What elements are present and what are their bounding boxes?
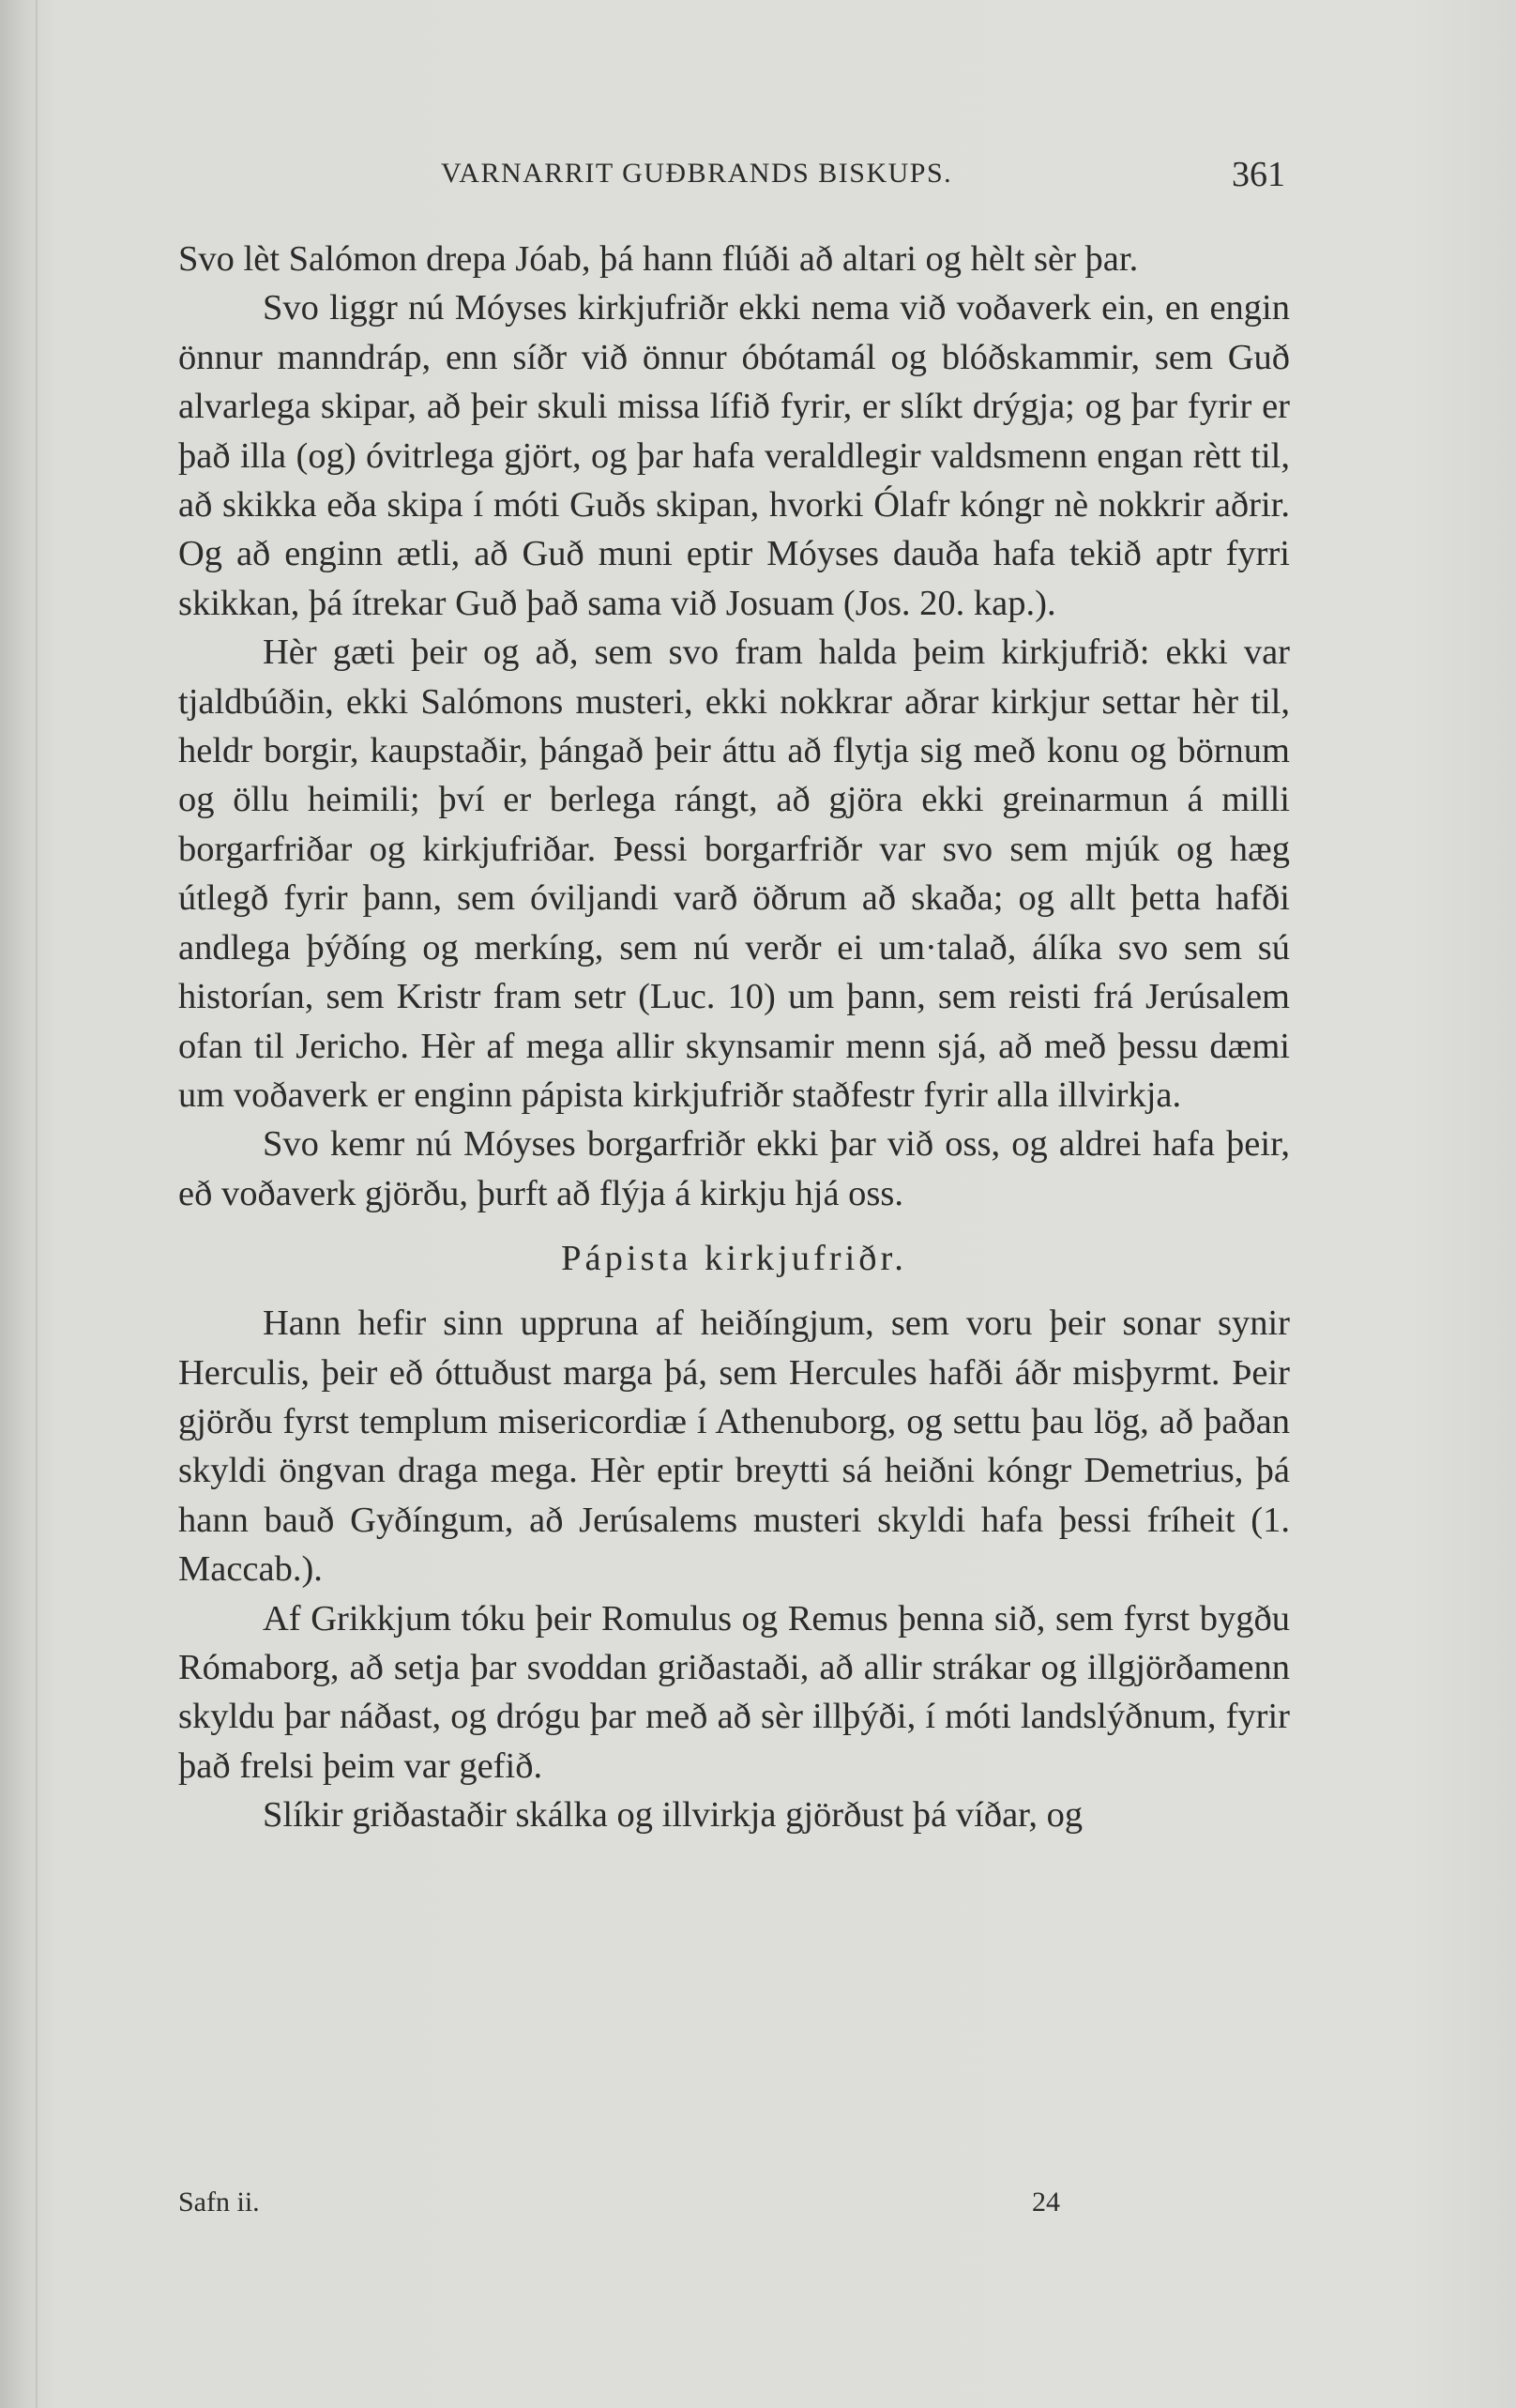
paragraph-2: Svo liggr nú Móyses kirkjufriðr ekki nema við voðaverk ein, en engin önnur manndráp, enn síðr við önnur óbótamál og blóðskammir, sem Guð alvarlega skipar, að þeir skuli missa lífið fyrir, er slíkt drýgja; og þar fyrir er það illa (og) óvitrlega gjört, og þar hafa veraldlegir valdsmenn engan rètt til, að skikka eða skipa í móti Guðs skipan, hvorki Ólafr kóngr nè nokkrir aðrir. Og að enginn ætli, að Guð muni eptir Móyses dauða hafa tekið aptr fyrri skikkan, þá ítrekar Guð það sama við Josuam (Jos. 20. kap.). <box>178 288 1290 623</box>
binding-gutter <box>36 0 38 2408</box>
running-head: VARNARRIT GUÐBRANDS BISKUPS. <box>441 158 953 189</box>
paragraph-1: Svo lèt Salómon drepa Jóab, þá hann flúði að altari og hèlt sèr þar. <box>178 239 1139 279</box>
page-footer <box>178 2187 1290 2228</box>
paragraph-4: Svo kemr nú Móyses borgarfriðr ekki þar við oss, og aldrei hafa þeir, eð voðaverk gjörðu, þurft að flýja á kirkju hjá oss. <box>178 1124 1290 1213</box>
signature-label: Safn ii. <box>178 2187 260 2217</box>
page-number: 361 <box>1232 155 1285 194</box>
paragraph-6: Af Grikkjum tóku þeir Romulus og Remus þenna sið, sem fyrst bygðu Rómaborg, að setja þar svoddan griðastaði, að allir strákar og illgjörðamenn skyldu þar náðast, og drógu þar með að sèr illþýði, í móti landslýðnum, fyrir það frelsi þeim var gefið. <box>178 1598 1290 1786</box>
page-header <box>441 155 1285 199</box>
signature-mark: 24 <box>1032 2187 1060 2217</box>
body-text <box>178 235 1290 1840</box>
paragraph-3: Hèr gæti þeir og að, sem svo fram halda þeim kirkjufrið: ekki var tjaldbúðin, ekki Salómons musteri, ekki nokkrar aðrar kirkjur settar hèr til, heldr borgir, kaupstaðir, þángað þeir áttu að flytja sig með konu og börnum og öllu heimili; því er berlega rángt, að gjöra ekki greinarmun á milli borgarfriðar og kirkjufriðar. Þessi borgarfriðr var svo sem mjúk og hæg útlegð fyrir þann, sem óviljandi varð öðrum að skaða; og allt þetta hafði andlega þýðíng og merkíng, sem nú verðr ei um·talað, álíka svo sem sú historían, sem Kristr fram setr (Luc. 10) um þann, sem reisti frá Jerúsalem ofan til Jericho. Hèr af mega allir skynsamir menn sjá, að með þessu dæmi um voðaverk er enginn pápista kirkjufriðr staðfestr fyrir alla illvirkja. <box>178 632 1290 1115</box>
section-heading: Pápista kirkjufriðr. <box>561 1239 907 1279</box>
paragraph-5: Hann hefir sinn uppruna af heiðíngjum, sem voru þeir sonar synir Herculis, þeir eð óttuðust marga þá, sem Hercules hafði áðr misþyrmt. Þeir gjörðu fyrst templum misericordiæ í Athenuborg, og settu þau lög, að þaðan skyldi öngvan draga mega. Hèr eptir breytti sá heiðni kóngr Demetrius, þá hann bauð Gyðíngum, að Jerúsalems musteri skyldi hafa þessi fríheit (1. Maccab.). <box>178 1303 1290 1590</box>
paragraph-7: Slíkir griðastaðir skálka og illvirkja gjörðust þá víðar, og <box>263 1795 1084 1836</box>
